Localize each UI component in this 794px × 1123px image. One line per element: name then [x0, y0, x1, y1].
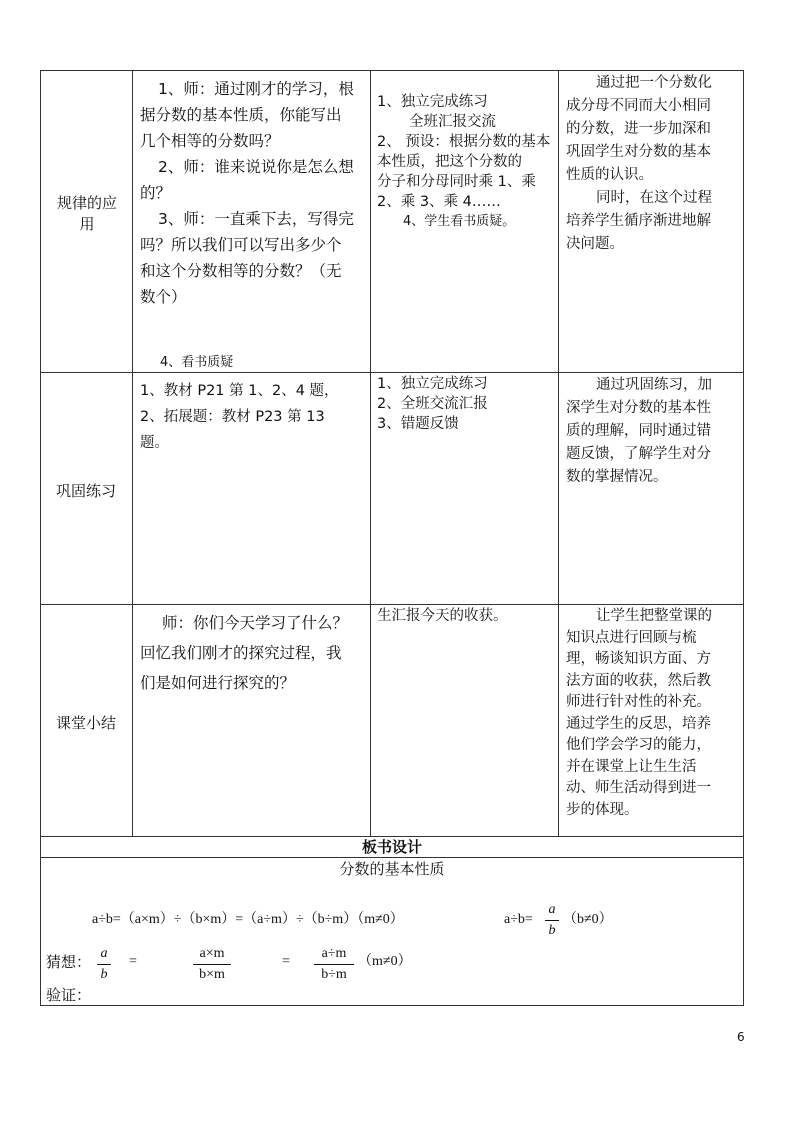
- student-activity-3: 生汇报今天的收获。: [377, 608, 508, 624]
- row-label-summary: 课堂小结: [55, 714, 116, 732]
- page-number: 6: [737, 1030, 745, 1044]
- board-design-header: 板书设计: [361, 838, 422, 856]
- row-label-practice: 巩固练习: [55, 482, 116, 500]
- fraction-a-over-b-top: a b: [545, 902, 559, 939]
- guess-condition: （m≠0）: [358, 954, 412, 969]
- fraction-a-over-b: a b: [97, 946, 111, 983]
- design-intent-2: 通过巩固练习，加 深学生对分数的基本性 质的理解，同时通过错 题反馈，了解学生对分 数的掌握情况。: [566, 377, 712, 485]
- student-activity-2: 1、独立完成练习 2、全班交流汇报 3、错题反馈: [377, 376, 488, 432]
- teacher-activity-2: 1、教材 P21 第 1、2、4 题， 2、拓展题：教材 P23 第 13 题。: [140, 383, 339, 451]
- teacher-activity-3: 师：你们今天学习了什么？ 回忆我们刚才的探究过程，我 们是如何进行探究的？: [140, 614, 349, 692]
- board-title: 分数的基本性质: [339, 860, 445, 878]
- teacher-activity-1-last: 4、看书质疑: [160, 355, 234, 370]
- fraction-adivm-over-bdivm: a÷m b÷m: [314, 946, 354, 983]
- verify-label: 验证：: [46, 986, 92, 1004]
- board-formula: a÷b=（a×m）÷（b×m）=（a÷m）÷（b÷m）（m≠0）: [92, 912, 404, 927]
- row-label-application: 规律的应用: [56, 194, 117, 233]
- teacher-activity-1: 1、师：通过刚才的学习，根 据分数的基本性质，你能写出 几个相等的分数吗？ 2、师：谁来说说你是怎么想 的？ 3、师：一直乘下去，写得完 吗？所以我们可以写出多少个 和这个分数相等的分数？（无 数个）: [140, 80, 354, 306]
- board-formula2-suffix: （b≠0）: [563, 912, 613, 927]
- guess-label: 猜想：: [46, 953, 92, 971]
- fraction-am-over-bm: a×m b×m: [193, 946, 231, 983]
- board-formula2-prefix: a÷b=: [504, 912, 533, 927]
- design-intent-1: 通过把一个分数化 成分母不同而大小相同 的分数，进一步加深和 巩固学生对分数的基本 性质的认识。 同时，在这个过程 培养学生循序渐进地解 决问题。: [566, 75, 712, 252]
- student-activity-1: 1、独立完成练习 全班汇报交流 2、 预设：根据分数的基本 本性质，把这个分数的 分子和分母同时乘 1、乘 2、乘 3、乘 4…… 4、学生看书质疑。: [377, 94, 551, 229]
- equals-sign-1: =: [129, 954, 137, 969]
- equals-sign-2: =: [282, 954, 290, 969]
- design-intent-3: 让学生把整堂课的 知识点进行回顾与梳 理，畅谈知识方面、方 法方面的收获，然后教 师进行针对性的补充。 通过学生的反思，培养 他们学会学习的能力， 并在课堂上让生生活 动、师生活动得到进一 步的体现。: [566, 608, 712, 818]
